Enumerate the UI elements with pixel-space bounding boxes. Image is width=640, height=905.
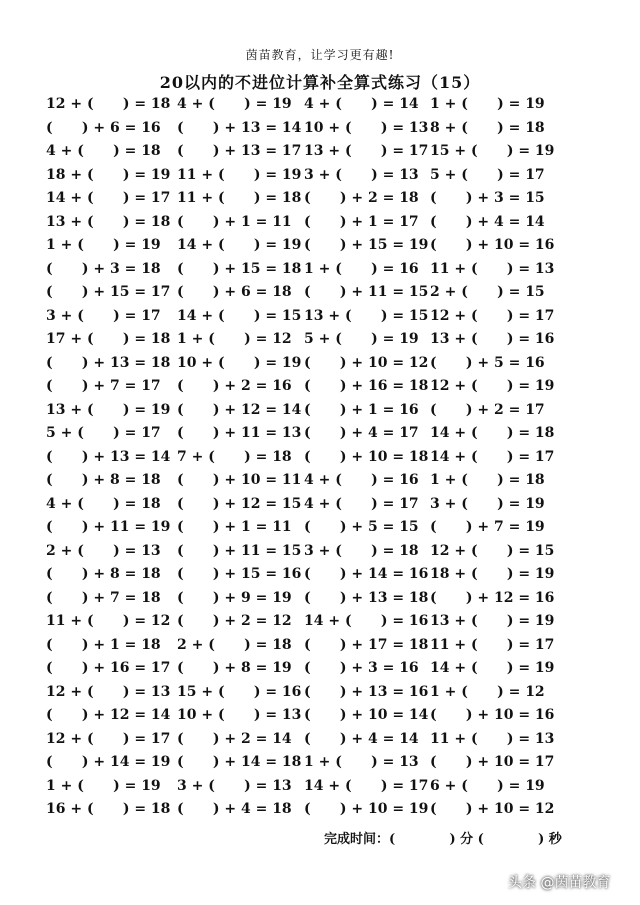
exercise-item: 6 + ( ) = 19: [430, 777, 545, 794]
exercise-item: 14 + ( ) = 19: [177, 237, 302, 253]
exercise-item: ( ) + 6 = 16: [46, 119, 161, 136]
exercise-item: 13 + ( ) = 18: [46, 213, 171, 230]
exercise-item: ( ) + 1 = 17: [304, 213, 419, 230]
exercise-item: 11 + ( ) = 19: [177, 166, 302, 183]
exercise-item: 11 + ( ) = 18: [177, 190, 302, 206]
exercise-item: ( ) + 10 = 12: [430, 801, 555, 817]
exercise-item: 15 + ( ) = 16: [177, 683, 302, 700]
exercise-item: 13 + ( ) = 15: [304, 307, 429, 324]
exercise-item: ( ) + 13 = 18: [46, 354, 171, 371]
exercise-item: 13 + ( ) = 17: [304, 143, 429, 159]
exercise-item: ( ) + 10 = 14: [304, 707, 429, 723]
exercise-item: 4 + ( ) = 18: [46, 495, 161, 512]
exercise-item: ( ) + 7 = 18: [46, 589, 161, 606]
exercise-item: ( ) + 3 = 16: [304, 660, 419, 676]
exercise-item: ( ) + 10 = 16: [430, 237, 555, 253]
exercise-item: 1 + ( ) = 16: [304, 260, 419, 277]
exercise-item: 1 + ( ) = 18: [430, 472, 545, 488]
worksheet-title: 20以内的不进位计算补全算式练习（15）: [159, 73, 481, 92]
exercise-item: ( ) + 10 = 11: [177, 472, 302, 488]
exercise-item: 14 + ( ) = 19: [430, 660, 555, 676]
exercise-item: ( ) + 10 = 16: [430, 707, 555, 723]
exercise-item: 11 + ( ) = 13: [430, 260, 555, 277]
exercise-item: 4 + ( ) = 18: [46, 143, 161, 159]
exercise-item: ( ) + 12 = 14: [46, 707, 171, 723]
exercise-item: 3 + ( ) = 18: [304, 542, 419, 559]
exercise-item: 13 + ( ) = 19: [46, 401, 171, 418]
exercise-item: 12 + ( ) = 18: [46, 96, 171, 112]
exercise-item: 1 + ( ) = 19: [46, 777, 161, 794]
exercise-item: 7 + ( ) = 18: [177, 448, 292, 465]
exercise-item: ( ) + 16 = 17: [46, 660, 171, 676]
exercise-item: 4 + ( ) = 16: [304, 472, 419, 488]
exercise-item: 1 + ( ) = 12: [177, 331, 292, 347]
exercise-item: 13 + ( ) = 16: [430, 331, 555, 347]
exercise-item: 14 + ( ) = 15: [177, 307, 302, 324]
exercise-item: 1 + ( ) = 19: [430, 96, 545, 112]
exercise-item: ( ) + 15 = 19: [304, 237, 429, 253]
exercise-item: ( ) + 10 = 18: [304, 448, 429, 465]
exercise-item: ( ) + 4 = 18: [177, 801, 292, 817]
exercise-item: ( ) + 13 = 14: [177, 119, 302, 136]
exercise-item: 18 + ( ) = 19: [430, 566, 555, 582]
exercise-item: 11 + ( ) = 17: [430, 636, 555, 653]
exercise-item: ( ) + 10 = 19: [304, 801, 429, 817]
exercise-item: ( ) + 14 = 19: [46, 754, 171, 770]
exercise-item: 8 + ( ) = 18: [430, 119, 545, 136]
exercise-item: ( ) + 10 = 17: [430, 754, 555, 770]
exercise-item: 12 + ( ) = 13: [46, 683, 171, 700]
exercise-item: 10 + ( ) = 13: [304, 119, 429, 136]
completion-time: 完成时间：( ) 分 ( ) 秒: [324, 832, 562, 847]
exercise-item: ( ) + 11 = 15: [304, 284, 429, 300]
exercise-item: ( ) + 2 = 18: [304, 190, 419, 206]
exercise-item: ( ) + 16 = 18: [304, 378, 429, 394]
exercise-item: ( ) + 3 = 18: [46, 260, 161, 277]
exercise-item: 5 + ( ) = 17: [46, 425, 161, 441]
exercise-item: ( ) + 13 = 18: [304, 589, 429, 606]
exercise-item: 14 + ( ) = 17: [304, 777, 429, 794]
exercise-item: 2 + ( ) = 18: [177, 636, 292, 653]
exercise-item: 12 + ( ) = 19: [430, 378, 555, 394]
exercise-item: 12 + ( ) = 15: [430, 542, 555, 559]
exercise-item: 2 + ( ) = 13: [46, 542, 161, 559]
exercise-item: ( ) + 3 = 15: [430, 190, 545, 206]
watermark: 头条 @茵苗教育: [508, 875, 611, 891]
exercise-item: 5 + ( ) = 19: [304, 331, 419, 347]
exercise-item: ( ) + 1 = 18: [46, 636, 161, 653]
exercise-item: ( ) + 4 = 17: [304, 425, 419, 441]
exercise-item: 14 + ( ) = 17: [430, 448, 555, 465]
exercise-item: ( ) + 7 = 17: [46, 378, 161, 394]
exercise-item: 13 + ( ) = 19: [430, 613, 555, 629]
exercise-item: ( ) + 7 = 19: [430, 519, 545, 535]
exercise-item: 10 + ( ) = 19: [177, 354, 302, 371]
exercise-item: ( ) + 12 = 14: [177, 401, 302, 418]
exercise-item: 10 + ( ) = 13: [177, 707, 302, 723]
exercise-item: ( ) + 6 = 18: [177, 284, 292, 300]
exercise-item: 5 + ( ) = 17: [430, 166, 545, 183]
exercise-item: ( ) + 15 = 17: [46, 284, 171, 300]
exercise-item: 1 + ( ) = 19: [46, 237, 161, 253]
exercise-item: 12 + ( ) = 17: [46, 730, 171, 747]
exercise-item: ( ) + 11 = 13: [177, 425, 302, 441]
exercise-item: 14 + ( ) = 16: [304, 613, 429, 629]
exercise-item: ( ) + 12 = 15: [177, 495, 302, 512]
exercise-item: ( ) + 14 = 18: [177, 754, 302, 770]
exercise-item: 15 + ( ) = 19: [430, 143, 555, 159]
exercise-item: ( ) + 15 = 18: [177, 260, 302, 277]
exercise-item: ( ) + 10 = 12: [304, 354, 429, 371]
exercise-item: 1 + ( ) = 13: [304, 754, 419, 770]
exercise-item: ( ) + 4 = 14: [430, 213, 545, 230]
exercise-item: ( ) + 5 = 15: [304, 519, 419, 535]
exercise-item: ( ) + 1 = 11: [177, 519, 292, 535]
exercise-item: 3 + ( ) = 17: [46, 307, 161, 324]
exercise-item: ( ) + 2 = 17: [430, 401, 545, 418]
exercise-item: ( ) + 8 = 19: [177, 660, 292, 676]
exercise-item: 2 + ( ) = 15: [430, 284, 545, 300]
exercise-item: 3 + ( ) = 13: [304, 166, 419, 183]
exercise-item: ( ) + 9 = 19: [177, 589, 292, 606]
exercise-item: 18 + ( ) = 19: [46, 166, 171, 183]
exercise-item: ( ) + 13 = 14: [46, 448, 171, 465]
exercise-item: 4 + ( ) = 19: [177, 96, 292, 112]
exercise-item: ( ) + 11 = 15: [177, 542, 302, 559]
exercise-item: 4 + ( ) = 14: [304, 96, 419, 112]
exercise-item: ( ) + 17 = 18: [304, 636, 429, 653]
exercise-item: 12 + ( ) = 17: [430, 307, 555, 324]
exercise-item: 1 + ( ) = 12: [430, 683, 545, 700]
exercise-item: ( ) + 12 = 16: [430, 589, 555, 606]
exercise-item: ( ) + 5 = 16: [430, 354, 545, 371]
exercise-item: 16 + ( ) = 18: [46, 801, 171, 817]
exercise-item: ( ) + 1 = 16: [304, 401, 419, 418]
exercise-item: ( ) + 15 = 16: [177, 566, 302, 582]
exercise-item: ( ) + 4 = 14: [304, 730, 419, 747]
exercise-item: ( ) + 13 = 17: [177, 143, 302, 159]
exercise-item: ( ) + 11 = 19: [46, 519, 171, 535]
exercise-grid: [46, 93, 586, 822]
exercise-item: 11 + ( ) = 12: [46, 613, 171, 629]
exercise-item: 17 + ( ) = 18: [46, 331, 171, 347]
exercise-item: 4 + ( ) = 17: [304, 495, 419, 512]
exercise-item: 11 + ( ) = 13: [430, 730, 555, 747]
exercise-item: ( ) + 2 = 14: [177, 730, 292, 747]
exercise-item: ( ) + 13 = 16: [304, 683, 429, 700]
exercise-item: 3 + ( ) = 19: [430, 495, 545, 512]
exercise-item: 14 + ( ) = 18: [430, 425, 555, 441]
page-header: 茵苗教育，让学习更有趣!: [245, 48, 395, 62]
exercise-item: 3 + ( ) = 13: [177, 777, 292, 794]
exercise-item: ( ) + 2 = 12: [177, 613, 292, 629]
exercise-item: ( ) + 2 = 16: [177, 378, 292, 394]
exercise-item: ( ) + 8 = 18: [46, 472, 161, 488]
exercise-item: ( ) + 8 = 18: [46, 566, 161, 582]
exercise-item: ( ) + 14 = 16: [304, 566, 429, 582]
exercise-item: ( ) + 1 = 11: [177, 213, 292, 230]
exercise-item: 14 + ( ) = 17: [46, 190, 171, 206]
